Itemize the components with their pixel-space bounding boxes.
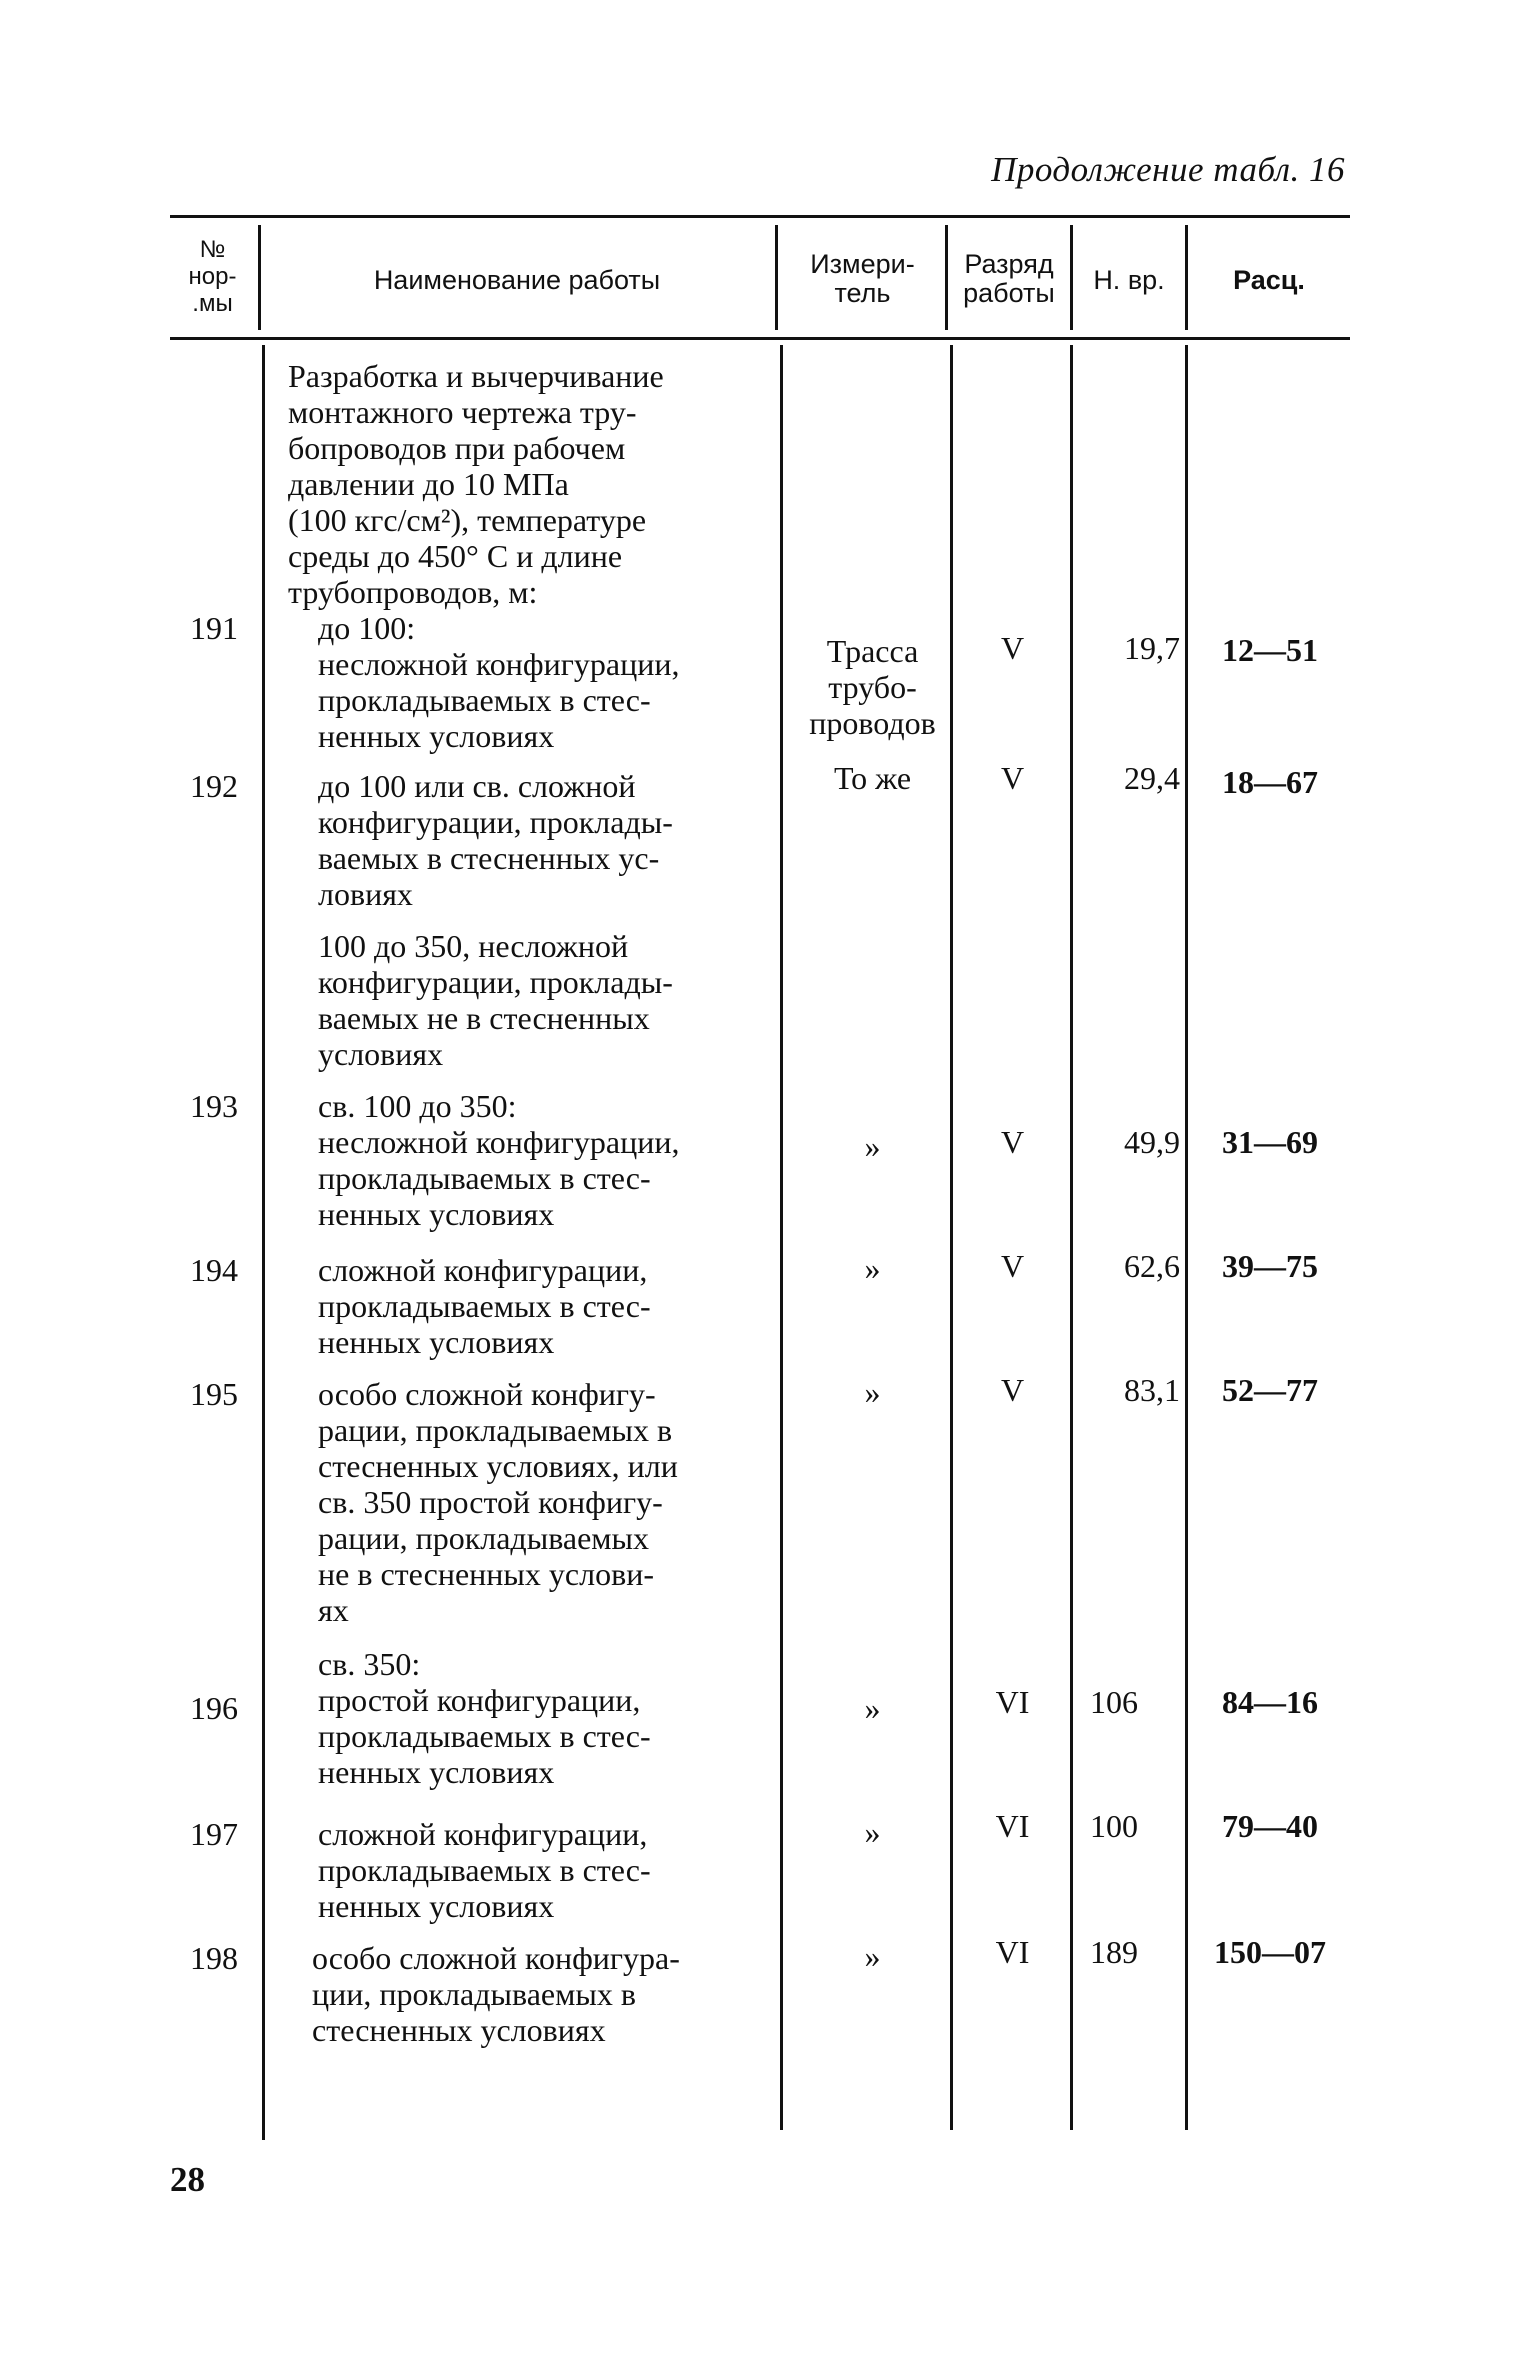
row-time: 19,7 [1124,630,1180,666]
row-price: 150—07 [1214,1934,1326,1970]
row-name-line: ваемых не в стесненных [318,1000,650,1036]
intro-line: Разработка и вычерчивание [288,358,664,394]
row-name-line: ненных условиях [318,1754,555,1790]
row-name-line: сложной конфигурации, [318,1252,648,1288]
row-number: 195 [190,1376,238,1412]
header-num [170,236,255,317]
row-unit [790,1128,955,1164]
row-price: 18—67 [1222,764,1318,800]
row-name-line: несложной конфигурации, [318,646,680,682]
row-name [318,610,758,754]
row-name-line: особо сложной конфигу- [318,1376,656,1412]
row-name-line: прокладываемых в стес- [318,682,651,718]
ditto-mark: » [864,1128,881,1164]
intro-line: монтажного чертежа тру- [288,394,637,430]
row-grade: VI [995,1808,1030,1844]
row-name-line: ции, прокладываемых в [312,1976,636,2012]
row-name-line: конфигурации, проклады- [318,804,673,840]
row-price: 31—69 [1222,1124,1318,1160]
header-grade [948,250,1070,308]
row-number: 191 [190,610,238,646]
table-top-rule [170,215,1350,218]
row-unit [790,633,955,741]
row-name-line: ях [318,1592,349,1628]
row-name [312,1940,758,2048]
page-number: 28 [170,2160,205,2199]
header-divider [775,225,778,330]
row-unit [790,1374,955,1410]
row-name-line: рации, прокладываемых в [318,1412,673,1448]
header-grade-line: Разряд [964,249,1054,279]
header-name: Наименование работы [373,265,661,295]
header-unit-line: Измери- [810,249,915,279]
intro-text [288,358,758,610]
row-name [318,1646,758,1790]
header-num-line: нор- [188,263,237,290]
row-grade: V [1000,760,1025,796]
row-name-line: св. 100 до 350: [318,1088,517,1124]
header-num-line: .мы [192,290,233,317]
row-grade: VI [995,1934,1030,1970]
row-name-line: рации, прокладываемых [318,1520,650,1556]
row-grade: V [1000,630,1025,666]
row-name-line: стесненных условиях, или [318,1448,678,1484]
row-time: 83,1 [1124,1372,1180,1408]
table-caption: Продолжение табл. 16 [991,150,1345,189]
row-unit [790,1250,955,1286]
row-name-line: конфигурации, проклады- [318,964,673,1000]
row-unit [790,1690,955,1726]
row-unit-line: проводов [809,705,936,741]
row-number: 194 [190,1252,238,1288]
body-divider [262,345,265,2140]
row-grade: V [1000,1372,1025,1408]
ditto-mark: » [864,1690,881,1726]
row-number: 198 [190,1940,238,1976]
row-price: 39—75 [1222,1248,1318,1284]
row-unit [790,1938,955,1974]
row-time: 29,4 [1124,760,1180,796]
row-name-line: прокладываемых в стес- [318,1852,651,1888]
body-divider [950,345,953,2130]
header-bottom-rule [170,337,1350,340]
row-unit [790,760,955,796]
ditto-mark: » [864,1374,881,1410]
row-name-line: простой конфигурации, [318,1682,641,1718]
row-price: 79—40 [1222,1808,1318,1844]
header-price: Расц. [1233,265,1305,295]
row-name-line: ненных условиях [318,1196,555,1232]
row-name [318,1376,758,1628]
row-grade: V [1000,1248,1025,1284]
row-name [318,1816,758,1924]
row-price: 52—77 [1222,1372,1318,1408]
header-unit-line: тель [834,278,891,308]
row-name-line: св. 350: [318,1646,421,1682]
row-name-line: ненных условиях [318,1324,555,1360]
row-name-line: ненных условиях [318,718,555,754]
row-name [318,1088,758,1232]
row-unit-line: Трасса [826,633,919,669]
row-time: 189 [1090,1934,1138,1970]
row-name-line: ловиях [318,876,413,912]
row-number: 197 [190,1816,238,1852]
row-name-line: до 100 или св. сложной [318,768,636,804]
header-grade-line: работы [963,278,1055,308]
row-time: 62,6 [1124,1248,1180,1284]
row-price: 12—51 [1222,632,1318,668]
row-unit-line: То же [833,760,912,796]
row-number: 192 [190,768,238,804]
row-name-line: условиях [318,1036,444,1072]
row-name-line: до 100: [318,610,416,646]
row-time: 49,9 [1124,1124,1180,1160]
row-name-line: особо сложной конфигура- [312,1940,680,1976]
row-name-line: сложной конфигурации, [318,1816,648,1852]
ditto-mark: » [864,1814,881,1850]
row-time: 100 [1090,1808,1138,1844]
row-name-line: ваемых в стесненных ус- [318,840,660,876]
ditto-mark: » [864,1938,881,1974]
row-name [318,1252,758,1360]
row-name-line: ненных условиях [318,1888,555,1924]
row-time: 106 [1090,1684,1138,1720]
ditto-mark: » [864,1250,881,1286]
header-unit [780,250,945,308]
intro-line: бопроводов при рабочем [288,430,626,466]
row-name-line: 100 до 350, несложной [318,928,629,964]
header-time: Н. вр. [1093,265,1165,295]
row-name [318,928,758,1072]
intro-line: среды до 450° С и длине [288,538,623,574]
row-price: 84—16 [1222,1684,1318,1720]
row-number: 193 [190,1088,238,1124]
row-unit [790,1814,955,1850]
row-name-line: прокладываемых в стес- [318,1160,651,1196]
intro-line: давлении до 10 МПа [288,466,569,502]
row-name-line: св. 350 простой конфигу- [318,1484,663,1520]
row-name-line: прокладываемых в стес- [318,1288,651,1324]
row-grade: V [1000,1124,1025,1160]
row-name-line: несложной конфигурации, [318,1124,680,1160]
body-divider [1070,345,1073,2130]
header-divider [258,225,261,330]
intro-line: трубопроводов, м: [288,574,538,610]
row-name-line: не в стесненных услови- [318,1556,654,1592]
row-name-line: стесненных условиях [312,2012,606,2048]
row-name-line: прокладываемых в стес- [318,1718,651,1754]
row-unit-line: трубо- [828,669,917,705]
body-divider [780,345,783,2130]
row-name [318,768,758,912]
row-grade: VI [995,1684,1030,1720]
intro-line: (100 кгс/см²), температуре [288,502,647,538]
row-number: 196 [190,1690,238,1726]
header-num-line: № [199,236,226,263]
body-divider [1185,345,1188,2130]
